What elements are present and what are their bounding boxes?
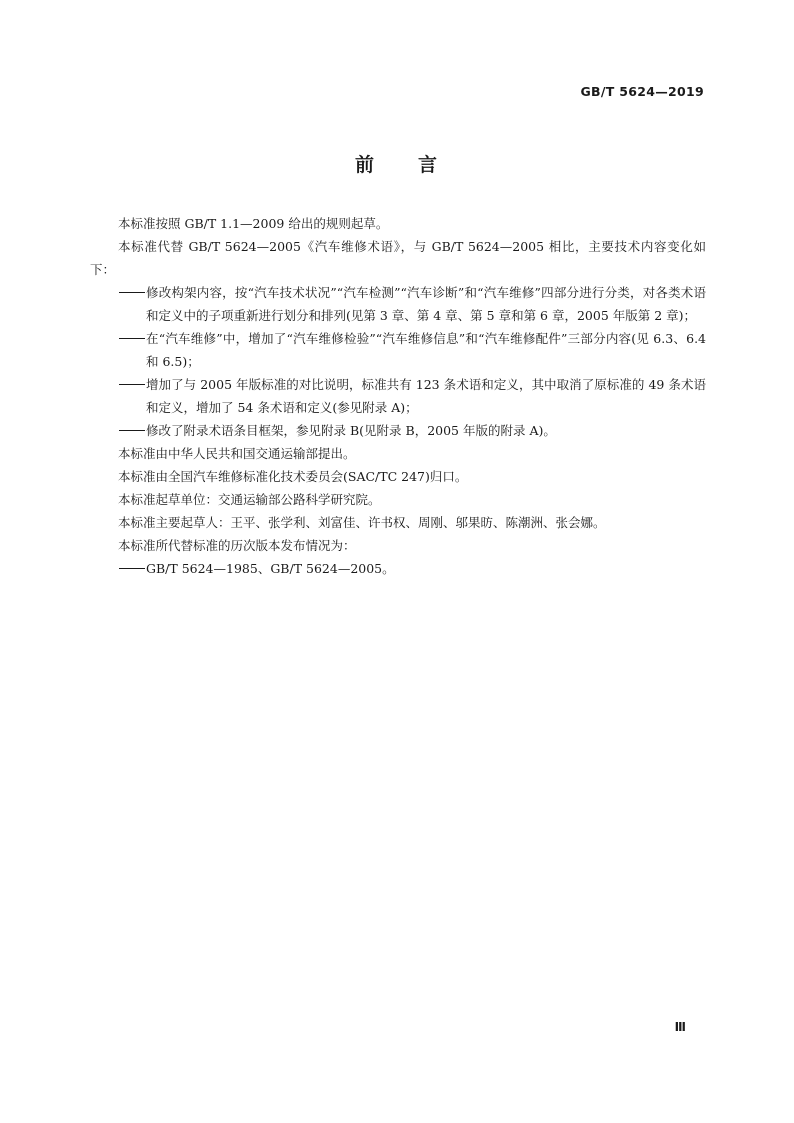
paragraph-committee: 本标准由全国汽车维修标准化技术委员会(SAC/TC 247)归口。 bbox=[118, 469, 468, 484]
paragraph-drafting-unit: 本标准起草单位：交通运输部公路科学研究院。 bbox=[118, 492, 381, 507]
change-item-text: 修改构架内容，按“汽车技术状况”“汽车检测”“汽车诊断”和“汽车维修”四部分进行分类，对各类术语和定义中的子项重新进行划分和排列(见第 3 章、第 4 章、第 5 章和第 6 章，2005 年版第 2 章)； bbox=[146, 285, 706, 323]
page-title-char-2: 言 bbox=[418, 154, 440, 176]
change-item bbox=[90, 419, 706, 442]
standard-code: GB/T 5624—2019 bbox=[580, 84, 704, 99]
change-item bbox=[90, 327, 706, 373]
page-number: Ⅲ bbox=[674, 1020, 686, 1034]
paragraph-proposer: 本标准由中华人民共和国交通运输部提出。 bbox=[118, 446, 356, 461]
page-title-char-1: 前 bbox=[354, 154, 376, 176]
paragraph-drafting-rule: 本标准按照 GB/T 1.1—2009 给出的规则起草。 bbox=[118, 216, 389, 231]
page-title bbox=[0, 150, 794, 177]
change-item-text: 修改了附录术语条目框架，参见附录 B(见附录 B，2005 年版的附录 A)。 bbox=[146, 423, 556, 438]
change-item-text: 增加了与 2005 年版标准的对比说明，标准共有 123 条术语和定义，其中取消了原标准的 49 条术语和定义，增加了 54 条术语和定义(参见附录 A)； bbox=[146, 377, 706, 415]
paragraph-replacement: 本标准代替 GB/T 5624—2005《汽车维修术语》，与 GB/T 5624—2005 相比，主要技术内容变化如下： bbox=[90, 239, 706, 277]
history-item-text: GB/T 5624—1985、GB/T 5624—2005。 bbox=[146, 561, 395, 576]
change-item bbox=[90, 373, 706, 419]
history-item bbox=[90, 557, 706, 580]
paragraph-drafters: 本标准主要起草人：王平、张学利、刘富佳、许书权、周刚、邬果昉、陈潮洲、张会娜。 bbox=[118, 515, 606, 530]
change-item bbox=[90, 281, 706, 327]
paragraph-history-intro: 本标准所代替标准的历次版本发布情况为： bbox=[118, 538, 356, 553]
change-item-text: 在“汽车维修”中，增加了“汽车维修检验”“汽车维修信息”和“汽车维修配件”三部分内容(见 6.3、6.4 和 6.5)； bbox=[146, 331, 706, 369]
foreword-body bbox=[90, 212, 706, 580]
